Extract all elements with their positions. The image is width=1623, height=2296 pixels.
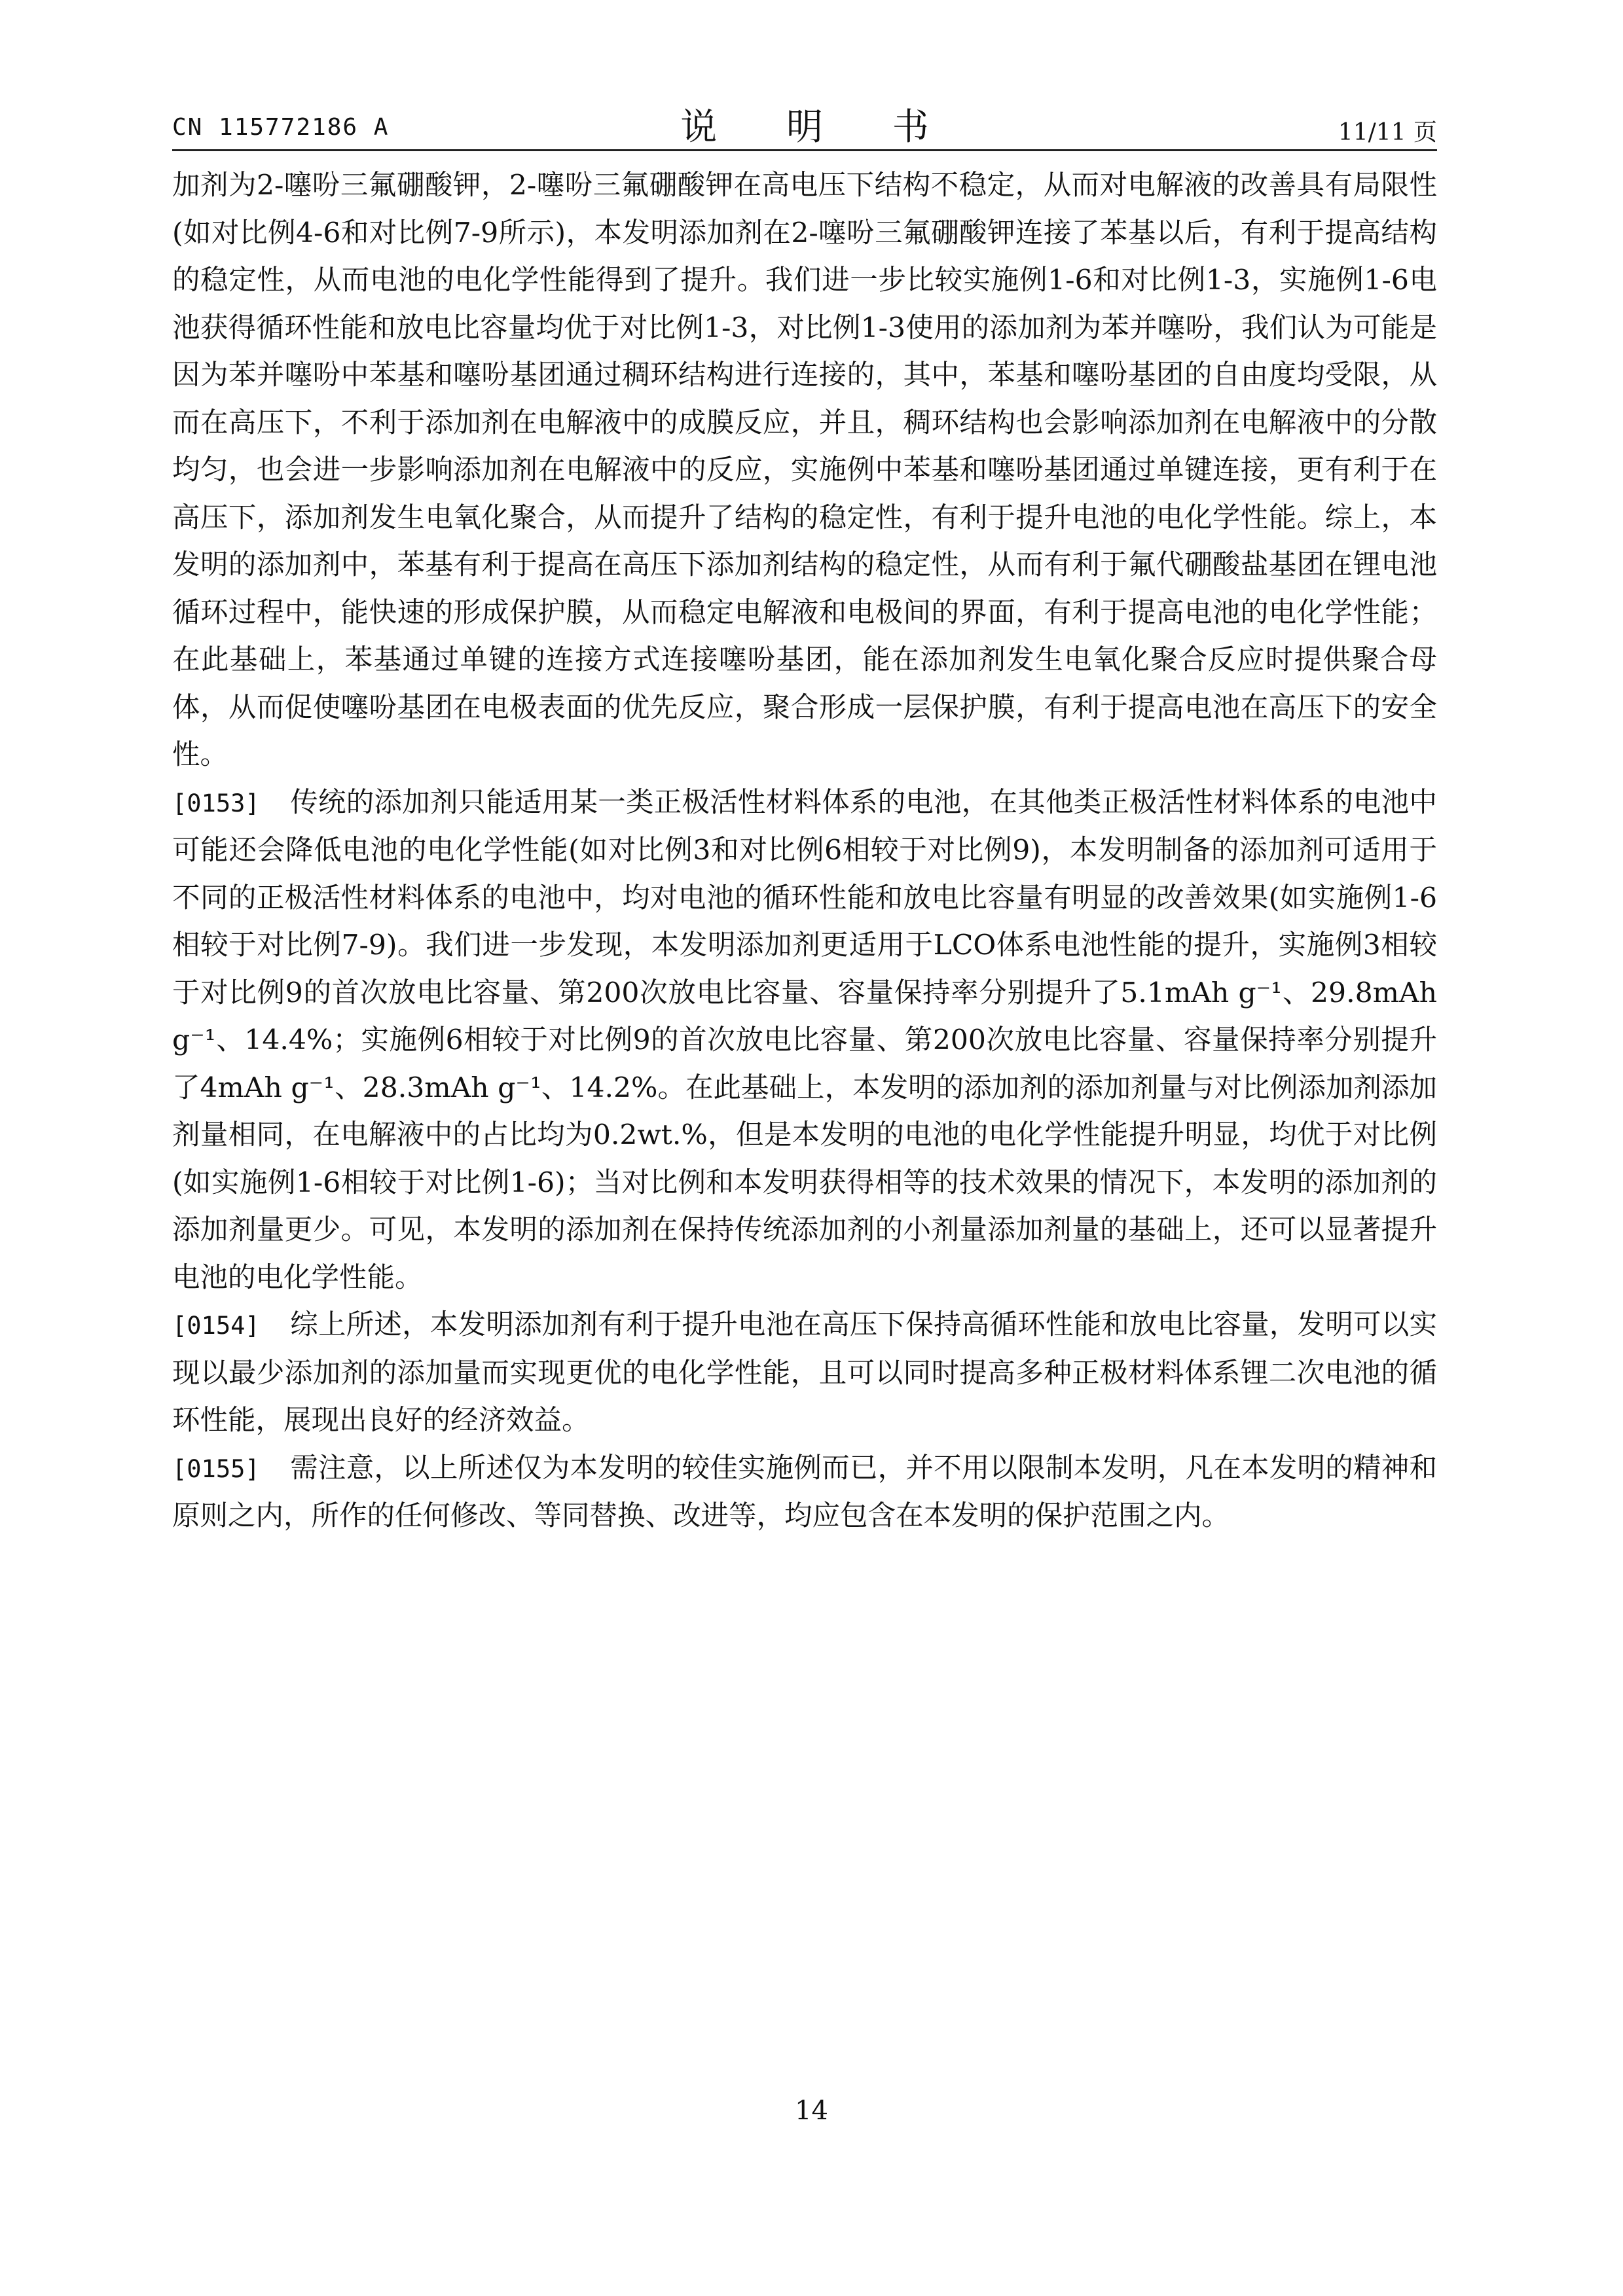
paragraph-number: [0155] — [172, 1454, 260, 1483]
paragraph-number: [0154] — [172, 1312, 260, 1340]
paragraph-0153 — [172, 780, 1437, 1302]
publication-number: CN 115772186 A — [172, 114, 390, 141]
paragraph-text: 需注意，以上所述仅为本发明的较佳实施例而已，并不用以限制本发明，凡在本发明的精神和原则之内，所作的任何修改、等同替换、改进等，均应包含在本发明的保护范围之内。 — [172, 1452, 1437, 1532]
paragraph-continued — [172, 162, 1437, 780]
page-number: 14 — [795, 2096, 828, 2126]
page-header — [172, 98, 1437, 151]
document-body — [172, 162, 1437, 1541]
paragraph-number: [0153] — [172, 789, 260, 817]
header-divider — [172, 149, 1437, 151]
paragraph-0155 — [172, 1445, 1437, 1541]
page-indicator: 11/11 页 — [1338, 119, 1437, 146]
paragraph-text: 综上所述，本发明添加剂有利于提升电池在高压下保持高循环性能和放电比容量，发明可以实现以最少添加剂的添加量而实现更优的电化学性能，且可以同时提高多种正极材料体系锂二次电池的循环性能，展现出良好的经济效益。 — [172, 1309, 1437, 1437]
paragraph-0154 — [172, 1302, 1437, 1445]
paragraph-text: 加剂为2-噻吩三氟硼酸钾，2-噻吩三氟硼酸钾在高电压下结构不稳定，从而对电解液的改善具有局限性(如对比例4-6和对比例7-9所示)，本发明添加剂在2-噻吩三氟硼酸钾连接了苯基以后，有利于提高结构的稳定性，从而电池的电化学性能得到了提升。我们进一步比较实施例1-6和对比例1-3，实施例1-6电池获得循环性能和放电比容量均优于对比例1-3，对比例1-3使用的添加剂为苯并噻吩，我们认为可能是因为苯并噻吩中苯基和噻吩基团通过稠环结构进行连接的，其中，苯基和噻吩基团的自由度均受限，从而在高压下，不利于添加剂在电解液中的成膜反应，并且，稠环结构也会影响添加剂在电解液中的分散均匀，也会进一步影响添加剂在电解液中的反应，实施例中苯基和噻吩基团通过单键连接，更有利于在高压下，添加剂发生电氧化聚合，从而提升了结构的稳定性，有利于提升电池的电化学性能。综上，本发明的添加剂中，苯基有利于提高在高压下添加剂结构的稳定性，从而有利于氟代硼酸盐基团在锂电池循环过程中，能快速的形成保护膜，从而稳定电解液和电极间的界面，有利于提高电池的电化学性能；在此基础上，苯基通过单键的连接方式连接噻吩基团，能在添加剂发生电氧化聚合反应时提供聚合母体，从而促使噻吩基团在电极表面的优先反应，聚合形成一层保护膜，有利于提高电池在高压下的安全性。 — [172, 170, 1437, 771]
document-title: 说 明 书 — [680, 106, 958, 149]
paragraph-text: 传统的添加剂只能适用某一类正极活性材料体系的电池，在其他类正极活性材料体系的电池中可能还会降低电池的电化学性能(如对比例3和对比例6相较于对比例9)，本发明制备的添加剂可适用于不同的正极活性材料体系的电池中，均对电池的循环性能和放电比容量有明显的改善效果(如实施例1-6相较于对比例7-9)。我们进一步发现，本发明添加剂更适用于LCO体系电池性能的提升，实施例3相较于对比例9的首次放电比容量、第200次放电比容量、容量保持率分别提升了5.1mAh g⁻¹、29.8mAh g⁻¹、14.4%；实施例6相较于对比例9的首次放电比容量、第200次放电比容量、容量保持率分别提升了4mAh g⁻¹、28.3mAh g⁻¹、14.2%。在此基础上，本发明的添加剂的添加剂量与对比例添加剂添加剂量相同，在电解液中的占比均为0.2wt.%，但是本发明的电池的电化学性能提升明显，均优于对比例(如实施例1-6相较于对比例1-6)；当对比例和本发明获得相等的技术效果的情况下，本发明的添加剂的添加剂量更少。可见，本发明的添加剂在保持传统添加剂的小剂量添加剂量的基础上，还可以显著提升电池的电化学性能。 — [172, 786, 1437, 1294]
